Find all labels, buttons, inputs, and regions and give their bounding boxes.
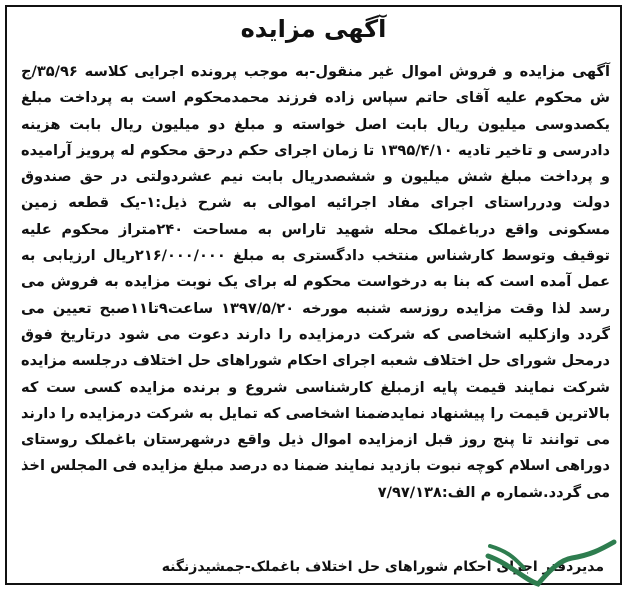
notice-signature: مدیردفتر اجرای احکام شوراهای حل اختلاف باغملک-جمشیدزنگنه <box>161 559 604 575</box>
notice-title: آگهی مزایده <box>240 15 387 43</box>
notice-body <box>21 59 610 506</box>
handwritten-mark <box>480 530 620 590</box>
notice-paragraph: آگهی مزایده و فروش اموال غیر منقول-به موجب پرونده اجرایی کلاسه ۳۵/۹۶/ج ش محکوم علیه آقای حاتم سپاس زاده فرزند محمدمحکوم است به پرداخت مبلغ یکصدوسی میلیون ریال بابت اصل خواسته و مبلغ دو میلیون ریال بابت هزینه دادرسی و تاخیر تادیه ۱۳۹۵/۴/۱۰ تا زمان اجرای حکم درحق محکوم له پرویز آرامیده و پرداخت مبلغ شش میلیون و ششصدریال بابت نیم عشردولتی در حق صندوق دولت ودرراستای اجرای مفاد اجرائیه اموالی به شرح ذیل:۱-یک قطعه زمین مسکونی واقع درباغملک محله شهید تاراس به مساحت ۲۴۰متراز محکوم علیه توقیف وتوسط کارشناس منتخب دادگستری به مبلغ ۲۱۶/۰۰۰/۰۰۰ریال ارزیابی به عمل آمده است که بنا به درخواست محکوم له برای یک نوبت مزایده به فروش می رسد لذا وقت مزایده روزسه شنبه مورخه ۱۳۹۷/۵/۲۰ ساعت۹تا۱۱صبح تعیین می گردد وازکلیه اشخاصی که شرکت درمزایده را دارند دعوت می شود درتاریخ فوق درمحل شورای حل اختلاف شعبه اجرای احکام شوراهای حل اختلاف درجلسه مزایده شرکت نمایند قیمت پایه ازمبلغ کارشناسی شروع و برنده مزایده کسی ست که بالاترین قیمت را پیشنهاد نمایدضمنا اشخاصی که تمایل به شرکت درمزایده را دارند می توانند تا پنج روز قبل ازمزایده اموال ذیل واقع درشهرستان باغملک روستای دوراهی اسلام کوچه نبوت بازدید نمایند ضمنا ده درصد مبلغ مزایده فی المجلس اخذ می گردد.شماره م الف:۷/۹۷/۱۳۸ <box>21 63 610 501</box>
auction-notice <box>5 5 622 585</box>
